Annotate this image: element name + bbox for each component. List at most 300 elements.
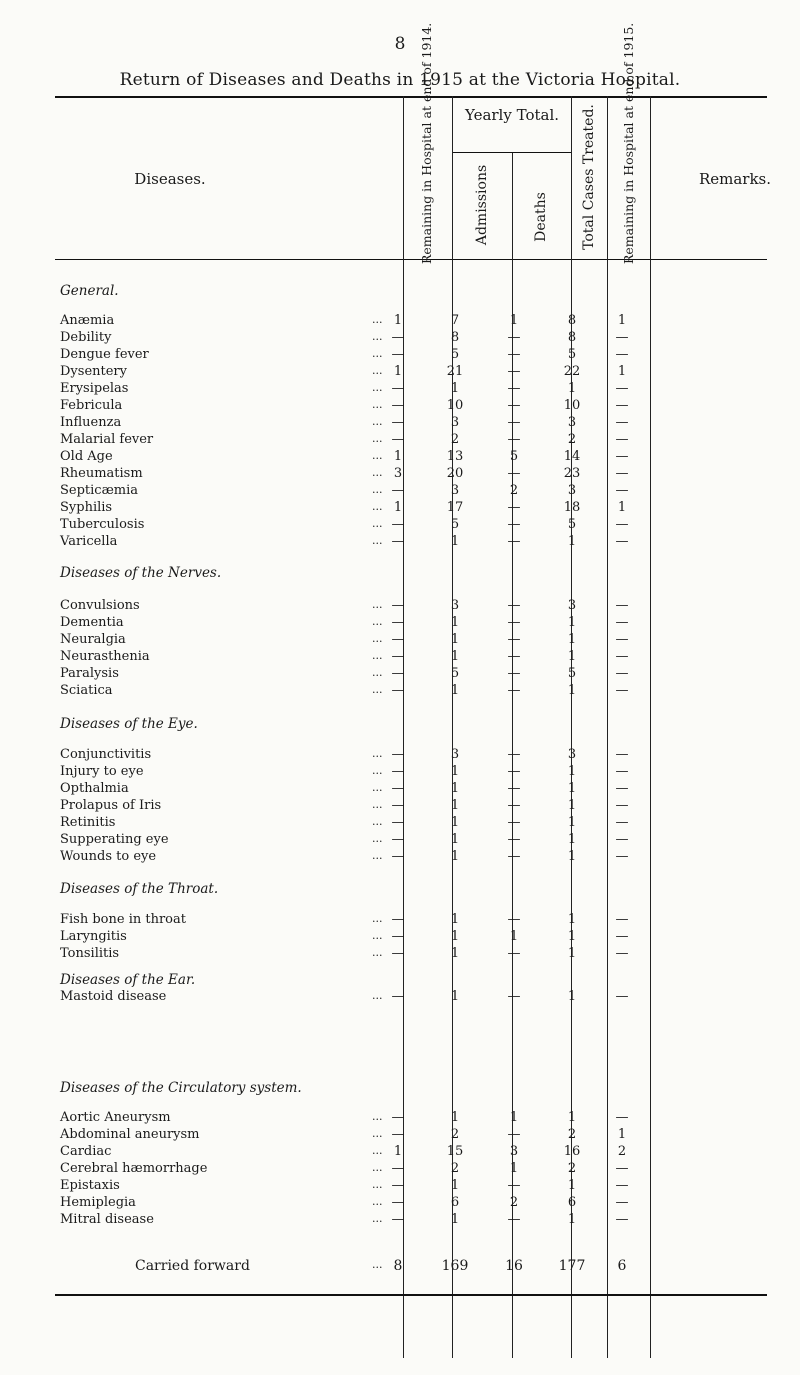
header-remarks: Remarks.: [698, 170, 772, 188]
leader-dots: ...: [372, 815, 383, 828]
remaining-1914: —: [391, 1161, 405, 1176]
remaining-1914: —: [391, 483, 405, 498]
deaths: —: [507, 781, 521, 796]
final-bottom-rule: [55, 1294, 767, 1296]
deaths: —: [507, 398, 521, 413]
disease-name: Dysentery: [60, 364, 127, 379]
remaining-1914: —: [391, 598, 405, 613]
table-row: [0, 683, 800, 699]
deaths: —: [507, 832, 521, 847]
lower-section: [0, 1068, 800, 1368]
leader-dots: ...: [372, 1212, 383, 1225]
leader-dots: ...: [372, 466, 383, 479]
remaining-1914: —: [391, 1212, 405, 1227]
total-cases: 23: [563, 466, 581, 481]
leader-dots: ...: [372, 666, 383, 679]
section-nerves: Diseases of the Nerves.: [60, 565, 222, 581]
total-cases: 2: [567, 432, 577, 447]
table-row: [0, 798, 800, 814]
leader-dots: ...: [372, 747, 383, 760]
table-row: [0, 364, 800, 380]
table-row: [0, 381, 800, 397]
leader-dots: ...: [372, 313, 383, 326]
leader-dots: ...: [372, 1195, 383, 1208]
admissions: 2: [450, 432, 460, 447]
section-eye: Diseases of the Eye.: [60, 716, 198, 732]
remaining-1914: —: [391, 1110, 405, 1125]
disease-name: Mitral disease: [60, 1212, 154, 1227]
table-row: [0, 1212, 800, 1228]
admissions: 1: [450, 1178, 460, 1193]
admissions: 3: [450, 415, 460, 430]
remaining-1914: 1: [393, 313, 403, 328]
total-cases: 14: [563, 449, 581, 464]
leader-dots: ...: [372, 989, 383, 1002]
remaining-1914: 1: [393, 1144, 403, 1159]
remaining-1915: 1: [617, 313, 627, 328]
leader-dots: ...: [372, 632, 383, 645]
table-row: [0, 415, 800, 431]
deaths: 2: [509, 483, 519, 498]
disease-name: Erysipelas: [60, 381, 129, 396]
remaining-1914: —: [391, 347, 405, 362]
remaining-1914: —: [391, 683, 405, 698]
remaining-1915: —: [615, 330, 629, 345]
remaining-1915: —: [615, 598, 629, 613]
leader-dots: ...: [372, 649, 383, 662]
total-cases: 3: [567, 747, 577, 762]
leader-dots: ...: [372, 764, 383, 777]
carried-forward-row: [0, 1258, 800, 1274]
deaths: —: [507, 747, 521, 762]
disease-name: Hemiplegia: [60, 1195, 136, 1210]
disease-name: Convulsions: [60, 598, 140, 613]
admissions: 1: [450, 683, 460, 698]
remaining-1915: —: [615, 912, 629, 927]
table-row: [0, 781, 800, 797]
total-cases: 1: [567, 683, 577, 698]
table-row: [0, 849, 800, 865]
remaining-1915: —: [615, 1110, 629, 1125]
total-cases: 8: [567, 313, 577, 328]
page-title: Return of Diseases and Deaths in 1915 at the Victoria Hospital.: [119, 70, 681, 90]
carried-total-cases: 177: [558, 1258, 586, 1274]
disease-name: Febricula: [60, 398, 123, 413]
remaining-1915: —: [615, 849, 629, 864]
remaining-1914: —: [391, 649, 405, 664]
admissions: 8: [450, 330, 460, 345]
total-cases: 1: [567, 815, 577, 830]
remaining-1915: —: [615, 381, 629, 396]
remaining-1915: 1: [617, 364, 627, 379]
table-row: [0, 330, 800, 346]
leader-dots: ...: [372, 330, 383, 343]
remaining-1914: —: [391, 517, 405, 532]
remaining-1915: —: [615, 946, 629, 961]
deaths: —: [507, 500, 521, 515]
leader-dots: ...: [372, 832, 383, 845]
deaths: —: [507, 347, 521, 362]
table-row: [0, 946, 800, 962]
admissions: 2: [450, 1127, 460, 1142]
deaths: —: [507, 598, 521, 613]
admissions: 1: [450, 815, 460, 830]
remaining-1915: —: [615, 747, 629, 762]
total-cases: 5: [567, 517, 577, 532]
leader-dots: ...: [372, 1127, 383, 1140]
admissions: 1: [450, 989, 460, 1004]
deaths: 1: [509, 1161, 519, 1176]
deaths: 5: [509, 449, 519, 464]
leader-dots: ...: [372, 483, 383, 496]
table-row: [0, 517, 800, 533]
deaths: —: [507, 1127, 521, 1142]
remaining-1914: —: [391, 989, 405, 1004]
remaining-1915: —: [615, 449, 629, 464]
admissions: 1: [450, 781, 460, 796]
table-row: [0, 1110, 800, 1126]
remaining-1914: 1: [393, 364, 403, 379]
leader-dots: ...: [372, 912, 383, 925]
table-row: [0, 1127, 800, 1143]
leader-dots: ...: [372, 683, 383, 696]
admissions: 5: [450, 517, 460, 532]
table-row: [0, 347, 800, 363]
table-row: [0, 832, 800, 848]
leader-dots: ...: [372, 1144, 383, 1157]
disease-name: Dengue fever: [60, 347, 149, 362]
remaining-1915: —: [615, 632, 629, 647]
leader-dots: ...: [372, 798, 383, 811]
table-row: [0, 989, 800, 1005]
leader-dots: ...: [372, 398, 383, 411]
total-cases: 3: [567, 598, 577, 613]
table-row: [0, 747, 800, 763]
total-cases: 16: [563, 1144, 581, 1159]
table-row: [0, 912, 800, 928]
deaths: —: [507, 798, 521, 813]
remaining-1915: —: [615, 929, 629, 944]
header-remaining-1915: Remaining in Hospital at end of 1915.: [621, 22, 636, 264]
leader-dots: ...: [372, 449, 383, 462]
deaths: —: [507, 534, 521, 549]
total-cases: 18: [563, 500, 581, 515]
admissions: 1: [450, 615, 460, 630]
table-row: [0, 449, 800, 465]
deaths: —: [507, 632, 521, 647]
disease-name: Injury to eye: [60, 764, 144, 779]
leader-dots: ...: [372, 1178, 383, 1191]
table-top-rule: [55, 96, 767, 98]
remaining-1915: —: [615, 1195, 629, 1210]
disease-name: Cardiac: [60, 1144, 112, 1159]
remaining-1914: 1: [393, 500, 403, 515]
deaths: —: [507, 432, 521, 447]
remaining-1914: —: [391, 781, 405, 796]
disease-name: Varicella: [60, 534, 118, 549]
remaining-1914: —: [391, 1195, 405, 1210]
deaths: —: [507, 989, 521, 1004]
deaths: —: [507, 1212, 521, 1227]
admissions: 6: [450, 1195, 460, 1210]
disease-name: Fish bone in throat: [60, 912, 186, 927]
admissions: 1: [450, 946, 460, 961]
remaining-1914: —: [391, 615, 405, 630]
disease-name: Septicæmia: [60, 483, 139, 498]
leader-dots: ...: [372, 849, 383, 862]
disease-name: Opthalmia: [60, 781, 129, 796]
leader-dots: ...: [372, 534, 383, 547]
deaths: —: [507, 466, 521, 481]
remaining-1915: —: [615, 347, 629, 362]
section-general: General.: [60, 283, 119, 299]
remaining-1914: —: [391, 832, 405, 847]
deaths: 1: [509, 1110, 519, 1125]
remaining-1914: —: [391, 398, 405, 413]
section-throat: Diseases of the Throat.: [60, 881, 219, 897]
admissions: 1: [450, 649, 460, 664]
remaining-1915: —: [615, 615, 629, 630]
remaining-1914: —: [391, 815, 405, 830]
disease-name: Aortic Aneurysm: [60, 1110, 171, 1125]
disease-name: Epistaxis: [60, 1178, 120, 1193]
admissions: 10: [446, 398, 464, 413]
remaining-1914: —: [391, 929, 405, 944]
admissions: 1: [450, 832, 460, 847]
table-row: [0, 1195, 800, 1211]
admissions: 5: [450, 666, 460, 681]
total-cases: 1: [567, 989, 577, 1004]
total-cases: 1: [567, 381, 577, 396]
section-ear: Diseases of the Ear.: [60, 972, 196, 988]
deaths: 2: [509, 1195, 519, 1210]
disease-name: Conjunctivitis: [60, 747, 152, 762]
page-number: 8: [394, 34, 406, 54]
disease-name: Abdominal aneurysm: [60, 1127, 200, 1142]
disease-name: Rheumatism: [60, 466, 143, 481]
leader-dots: ...: [372, 781, 383, 794]
remaining-1915: —: [615, 415, 629, 430]
disease-name: Debility: [60, 330, 112, 345]
carried-forward-label: Carried forward: [135, 1258, 250, 1274]
total-cases: 1: [567, 1212, 577, 1227]
admissions: 1: [450, 929, 460, 944]
remaining-1915: —: [615, 466, 629, 481]
total-cases: 1: [567, 615, 577, 630]
leader-dots: ...: [372, 598, 383, 611]
table-row: [0, 815, 800, 831]
remaining-1914: —: [391, 666, 405, 681]
leader-dots: ...: [372, 347, 383, 360]
disease-name: Paralysis: [60, 666, 119, 681]
total-cases: 5: [567, 666, 577, 681]
header-admissions: Admissions: [474, 164, 490, 246]
leader-dots: ...: [372, 381, 383, 394]
remaining-1914: —: [391, 1127, 405, 1142]
leader-dots: ...: [372, 1110, 383, 1123]
disease-name: Syphilis: [60, 500, 113, 515]
remaining-1914: —: [391, 330, 405, 345]
remaining-1915: —: [615, 1212, 629, 1227]
total-cases: 1: [567, 1178, 577, 1193]
table-row: [0, 929, 800, 945]
remaining-1915: —: [615, 798, 629, 813]
total-cases: 6: [567, 1195, 577, 1210]
leader-dots: ...: [372, 364, 383, 377]
remaining-1914: —: [391, 432, 405, 447]
total-cases: 1: [567, 1110, 577, 1125]
remaining-1914: 1: [393, 449, 403, 464]
carried-remaining-1915: 6: [617, 1258, 627, 1274]
disease-name: Prolapus of Iris: [60, 798, 162, 813]
remaining-1915: —: [615, 832, 629, 847]
table-row: [0, 632, 800, 648]
remaining-1914: —: [391, 849, 405, 864]
remaining-1915: —: [615, 398, 629, 413]
total-cases: 1: [567, 534, 577, 549]
table-row: [0, 483, 800, 499]
remaining-1915: 1: [617, 1127, 627, 1142]
remaining-1915: —: [615, 517, 629, 532]
total-cases: 3: [567, 415, 577, 430]
total-cases: 22: [563, 364, 581, 379]
remaining-1915: 1: [617, 500, 627, 515]
header-total-cases: Total Cases Treated.: [581, 104, 597, 250]
admissions: 17: [446, 500, 464, 515]
admissions: 1: [450, 849, 460, 864]
remaining-1914: —: [391, 798, 405, 813]
disease-name: Neuralgia: [60, 632, 126, 647]
table-row: [0, 598, 800, 614]
remaining-1915: —: [615, 815, 629, 830]
admissions: 1: [450, 381, 460, 396]
carried-admissions: 169: [441, 1258, 469, 1274]
disease-name: Sciatica: [60, 683, 113, 698]
table-row: [0, 432, 800, 448]
total-cases: 1: [567, 649, 577, 664]
table-row: [0, 466, 800, 482]
header-remaining-1914: Remaining in Hospital at end of 1914.: [419, 22, 434, 264]
deaths: —: [507, 1178, 521, 1193]
leader-dots: ...: [372, 946, 383, 959]
deaths: —: [507, 946, 521, 961]
disease-name: Dementia: [60, 615, 124, 630]
total-cases: 1: [567, 798, 577, 813]
disease-name: Malarial fever: [60, 432, 154, 447]
remaining-1915: —: [615, 683, 629, 698]
disease-name: Neurasthenia: [60, 649, 150, 664]
total-cases: 1: [567, 781, 577, 796]
remaining-1914: —: [391, 415, 405, 430]
total-cases: 1: [567, 832, 577, 847]
admissions: 1: [450, 534, 460, 549]
deaths: 1: [509, 313, 519, 328]
total-cases: 2: [567, 1127, 577, 1142]
remaining-1915: —: [615, 989, 629, 1004]
admissions: 1: [450, 912, 460, 927]
table-row: [0, 666, 800, 682]
remaining-1914: —: [391, 632, 405, 647]
leader-dots: ...: [372, 432, 383, 445]
deaths: —: [507, 615, 521, 630]
remaining-1914: —: [391, 381, 405, 396]
remaining-1915: —: [615, 432, 629, 447]
deaths: —: [507, 764, 521, 779]
leader-dots: ...: [372, 415, 383, 428]
remaining-1915: 2: [617, 1144, 627, 1159]
deaths: 3: [509, 1144, 519, 1159]
remaining-1915: —: [615, 666, 629, 681]
admissions: 3: [450, 598, 460, 613]
total-cases: 1: [567, 929, 577, 944]
remaining-1914: —: [391, 946, 405, 961]
remaining-1915: —: [615, 764, 629, 779]
disease-name: Old Age: [60, 449, 113, 464]
admissions: 1: [450, 764, 460, 779]
disease-name: Cerebral hæmorrhage: [60, 1161, 208, 1176]
admissions: 3: [450, 747, 460, 762]
table-row: [0, 500, 800, 516]
deaths: —: [507, 912, 521, 927]
deaths: —: [507, 364, 521, 379]
admissions: 7: [450, 313, 460, 328]
admissions: 5: [450, 347, 460, 362]
disease-name: Retinitis: [60, 815, 116, 830]
table-row: [0, 1161, 800, 1177]
total-cases: 2: [567, 1161, 577, 1176]
admissions: 1: [450, 1110, 460, 1125]
deaths: —: [507, 666, 521, 681]
leader-dots: ...: [372, 615, 383, 628]
table-row: [0, 649, 800, 665]
table-row: [0, 1178, 800, 1194]
disease-name: Tonsilitis: [60, 946, 120, 961]
header-diseases: Diseases.: [134, 170, 206, 188]
remaining-1914: —: [391, 912, 405, 927]
remaining-1915: —: [615, 1178, 629, 1193]
remaining-1914: —: [391, 747, 405, 762]
table-row: [0, 313, 800, 329]
carried-deaths: 16: [505, 1258, 523, 1274]
total-cases: 10: [563, 398, 581, 413]
header-deaths: Deaths: [533, 192, 549, 242]
section-circulatory-title: Diseases of the Circulatory system.: [60, 1080, 302, 1096]
deaths: —: [507, 517, 521, 532]
admissions: 2: [450, 1161, 460, 1176]
admissions: 1: [450, 1212, 460, 1227]
deaths: —: [507, 649, 521, 664]
total-cases: 1: [567, 764, 577, 779]
remaining-1914: —: [391, 764, 405, 779]
total-cases: 5: [567, 347, 577, 362]
remaining-1915: —: [615, 781, 629, 796]
deaths: —: [507, 683, 521, 698]
leader-dots: ...: [372, 1161, 383, 1174]
total-cases: 8: [567, 330, 577, 345]
disease-name: Anæmia: [60, 313, 115, 328]
remaining-1914: 3: [393, 466, 403, 481]
deaths: —: [507, 381, 521, 396]
table-row: [0, 398, 800, 414]
admissions: 15: [446, 1144, 464, 1159]
remaining-1914: —: [391, 534, 405, 549]
admissions: 1: [450, 798, 460, 813]
total-cases: 1: [567, 912, 577, 927]
remaining-1915: —: [615, 483, 629, 498]
leader-dots: ...: [372, 500, 383, 513]
total-cases: 1: [567, 849, 577, 864]
admissions: 20: [446, 466, 464, 481]
